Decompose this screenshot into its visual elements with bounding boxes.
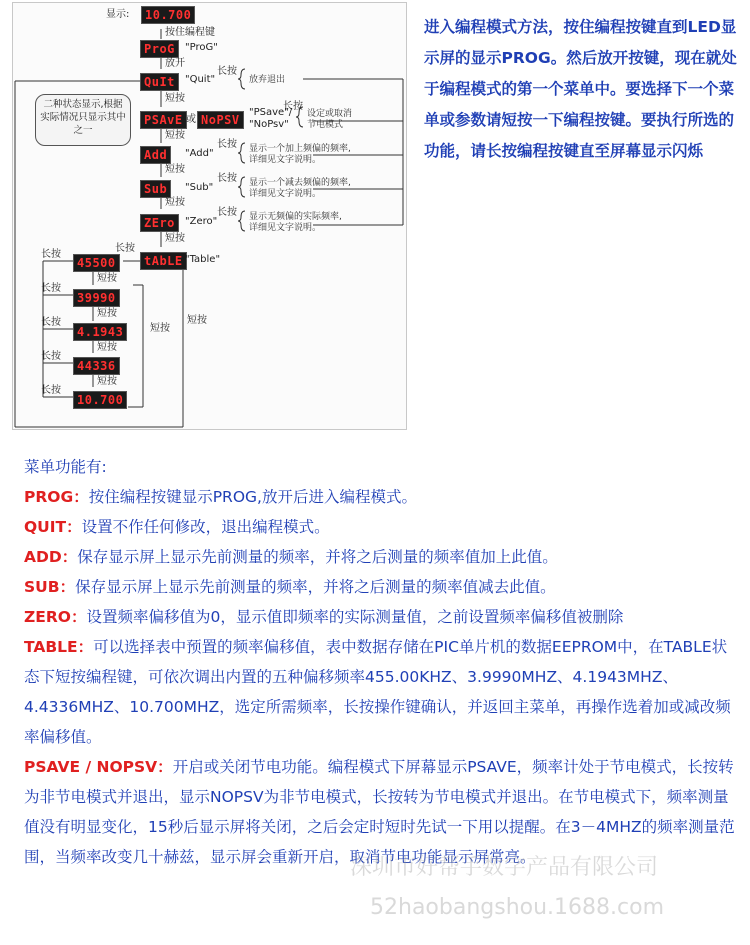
table-value-1: 45500 <box>73 254 120 272</box>
watermark-company: 深圳市好帮手数字产品有限公司 <box>350 855 659 880</box>
short-press-3: 短按 <box>165 164 185 175</box>
psave-long-press: 长按 <box>283 101 303 112</box>
table-value-2: 39990 <box>73 289 120 307</box>
psave-desc: 设定或取消 节电模式 <box>307 109 353 130</box>
menu-key: ADD： <box>24 548 78 566</box>
quit-long-press: 长按 <box>217 66 237 77</box>
menu-text: 按住编程按键显示PROG,放开后进入编程模式。 <box>88 488 417 506</box>
short-press-1: 短按 <box>165 93 185 104</box>
sub-led: Sub <box>140 180 171 198</box>
add-label: "Add" <box>185 148 214 159</box>
flowchart-diagram <box>12 2 407 430</box>
display-led: 10.700 <box>141 6 195 24</box>
quit-led: QuIt <box>140 73 179 91</box>
intro-paragraph: 进入编程模式方法，按住编程按键直到LED显示屏的显示PROG。然后放开按键，现在就处于编程模式的第一个菜单中。要选择下一个菜单或参数请短按一下编程按键。要执行所选的功能，请长按编程按键直至屏幕显示闪烁 <box>424 18 737 160</box>
menu-key: PSAVE / NOPSV： <box>24 758 173 776</box>
table-exit-long-5: 长按 <box>41 385 61 396</box>
table-short-press-outer: 短按 <box>187 315 207 326</box>
menu-text: 保存显示屏上显示先前测量的频率，并将之后测量的频率值加上此值。 <box>77 548 558 566</box>
zero-label: "Zero" <box>185 216 218 227</box>
sub-label: "Sub" <box>185 182 214 193</box>
menu-text: 设置不作任何修改，退出编程模式。 <box>81 518 330 536</box>
zero-desc: 显示无频偏的实际频率, 详细见文字说明。 <box>249 212 342 233</box>
menu-item-quit <box>24 512 739 542</box>
menu-functions <box>24 452 739 872</box>
sub-long-press: 长按 <box>217 173 237 184</box>
menu-key: QUIT： <box>24 518 82 536</box>
menu-item-prog <box>24 482 739 512</box>
table-value-5: 10.700 <box>73 391 127 409</box>
table-value-3: 4.1943 <box>73 323 127 341</box>
status-note: 二种状态显示,根据实际情况只显示其中之一 <box>35 94 131 146</box>
prog-label: "ProG" <box>185 42 218 53</box>
quit-desc: 放弃退出 <box>249 75 286 85</box>
watermark-site: 52haobangshou.1688.com <box>370 895 665 920</box>
or-text: 或 <box>186 114 196 125</box>
menu-item-sub <box>24 572 739 602</box>
short-press-4: 短按 <box>165 197 185 208</box>
zero-long-press: 长按 <box>217 207 237 218</box>
menu-key: TABLE： <box>24 638 94 656</box>
short-press-5: 短按 <box>165 233 185 244</box>
menu-item-table <box>24 632 739 752</box>
menu-text: 可以选择表中预置的频率偏移值，表中数据存储在PIC单片机的数据EEPROM中，在TABLE状态下短按编程键，可依次调出内置的五种偏移频率455.00KHZ、3.9990MHZ、4.1943MHZ、4.4336MHZ、10.700MHZ，选定所需频率，长按操作键确认，并返回主菜单，再操作选着加或减改频率偏移值。 <box>24 638 731 746</box>
table-exit-long-1: 长按 <box>41 249 61 260</box>
menu-key: ZERO： <box>24 608 87 626</box>
add-long-press: 长按 <box>217 139 237 150</box>
table-exit-long-2: 长按 <box>41 283 61 294</box>
table-long-press: 长按 <box>115 243 135 254</box>
add-desc: 显示一个加上频偏的频率, 详细见文字说明。 <box>249 144 351 165</box>
table-exit-long-3: 长按 <box>41 317 61 328</box>
menu-text: 设置频率偏移值为0，显示值即频率的实际测量值，之前设置频率偏移值被删除 <box>86 608 624 626</box>
zero-led: ZEro <box>140 214 179 232</box>
menu-text: 开启或关闭节电功能。编程模式下屏幕显示PSAVE，频率计处于节电模式，长按转为非节电模式并退出，显示NOPSV为非节电模式，长按转为节电模式并退出。在节电模式下，频率测量值没有明显变化，15秒后显示屏将关闭，之后会定时短时先试一下用以提醒。在3－4MHZ的频率测量范围，当频率改变几十赫兹，显示屏会重新开启，取消节电功能显示屏常亮。 <box>24 758 735 866</box>
psave-led: PSAvE <box>140 111 187 129</box>
nopsv-led: NoPSV <box>197 111 244 129</box>
add-led: Add <box>140 146 171 164</box>
display-label: 显示: <box>106 9 130 20</box>
table-label: "Table" <box>185 254 221 265</box>
quit-label: "Quit" <box>185 74 216 85</box>
table-short-press-inner: 短按 <box>150 323 170 334</box>
table-short-3: 短按 <box>97 342 117 353</box>
table-exit-long-4: 长按 <box>41 351 61 362</box>
table-value-4: 44336 <box>73 357 120 375</box>
table-short-4: 短按 <box>97 376 117 387</box>
menu-title: 菜单功能有: <box>24 458 107 476</box>
prog-led: ProG <box>140 40 179 58</box>
hold-key-text: 按住编程键 <box>165 27 215 38</box>
menu-key: PROG： <box>24 488 89 506</box>
short-press-2: 短按 <box>165 130 185 141</box>
psave-label: "PSave"/ "NoPsv" <box>249 107 293 130</box>
menu-item-zero <box>24 602 739 632</box>
table-short-2: 短按 <box>97 308 117 319</box>
menu-key: SUB： <box>24 578 76 596</box>
release-text: 放开 <box>165 58 185 69</box>
table-short-1: 短按 <box>97 273 117 284</box>
sub-desc: 显示一个减去频偏的频率, 详细见文字说明。 <box>249 178 351 199</box>
menu-item-add <box>24 542 739 572</box>
menu-text: 保存显示屏上显示先前测量的频率，并将之后测量的频率值减去此值。 <box>75 578 556 596</box>
table-led: tAbLE <box>140 252 187 270</box>
